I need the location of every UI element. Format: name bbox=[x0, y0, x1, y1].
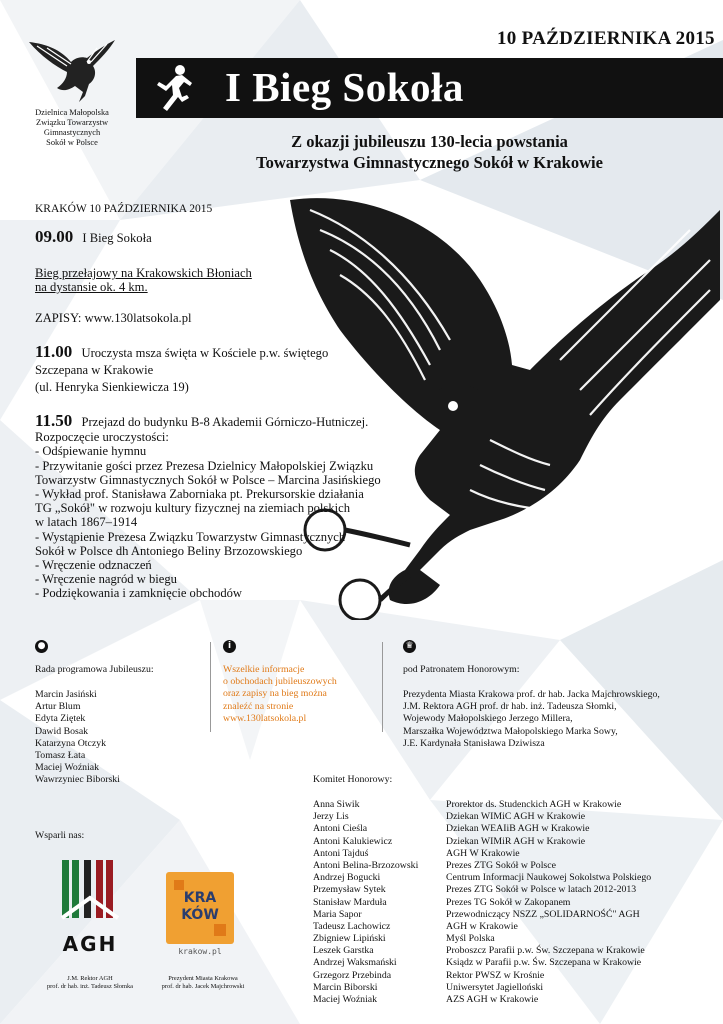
subtitle-line: Z okazji jubileuszu 130-lecia powstania bbox=[291, 132, 568, 151]
komitet-member-name: Stanisław Marduła bbox=[313, 896, 387, 908]
event-3-line: - Wystąpienie Prezesa Związku Towarzystw Gimnastycznych bbox=[35, 529, 346, 544]
event-3-line: Towarzystw Gimnastycznych Sokół w Polsce – Marcina Jasińskiego bbox=[35, 472, 381, 487]
event-date-header: 10 PAŹDZIERNIKA 2015 bbox=[497, 28, 715, 49]
list-item: Tomasz Łata bbox=[35, 749, 86, 761]
komitet-member-name: Anna Siwik bbox=[313, 799, 360, 810]
komitet-member-name: Tadeusz Lachowicz bbox=[313, 920, 391, 932]
patronat-list bbox=[403, 689, 660, 750]
patronat-heading: pod Patronatem Honorowym: bbox=[403, 664, 520, 675]
komitet-member-name: Leszek Garstka bbox=[313, 945, 374, 957]
komitet-member-name: Antoni Cieśla bbox=[313, 823, 368, 835]
komitet-member-role: Myśl Polska bbox=[446, 933, 495, 945]
event-3-line: - Wręczenie nagród w biegu bbox=[35, 572, 177, 587]
subtitle-line: Towarzystwa Gimnastycznego Sokół w Krakowie bbox=[256, 153, 603, 172]
komitet-member-name: Jerzy Lis bbox=[313, 811, 349, 823]
krakow-url: krakow.pl bbox=[178, 947, 222, 956]
event-3-line: - Wykład prof. Stanisława Zaborniaka pt. Prekursorskie działania bbox=[35, 487, 364, 502]
krakow-logo-text bbox=[166, 890, 234, 924]
krakow-logo-text-bottom: KÓW bbox=[181, 907, 219, 923]
event-title: I Bieg Sokoła bbox=[225, 64, 464, 110]
komitet-member-name: Antoni Tajduś bbox=[313, 847, 369, 859]
komitet-member-role: Prorektor ds. Studenckich AGH w Krakowie bbox=[446, 799, 622, 810]
event-2-line: Uroczysta msza święta w Kościele p.w. świętego bbox=[81, 346, 329, 360]
caption-line: J.M. Rektor AGH bbox=[67, 975, 113, 982]
komitet-member-role: Przewodniczący NSZZ „SOLIDARNOŚĆ" AGH bbox=[446, 908, 640, 920]
org-line: Związku Towarzystw bbox=[35, 118, 109, 127]
event-2-time: 11.00 bbox=[35, 342, 73, 361]
list-item: J.E. Kardynała Stanisława Dziwisza bbox=[403, 737, 545, 749]
komitet-member-role: Dziekan WEAIiB AGH w Krakowie bbox=[446, 823, 590, 835]
komitet-member-name: Maria Sapor bbox=[313, 908, 362, 920]
komitet-roles bbox=[446, 799, 722, 1006]
event-2-line: (ul. Henryka Sienkiewicza 19) bbox=[35, 380, 189, 395]
info-line: oraz zapisy na bieg można bbox=[223, 688, 327, 700]
komitet-member-role: Rektor PWSZ w Krośnie bbox=[446, 969, 545, 981]
komitet-member-name: Zbigniew Lipiński bbox=[313, 933, 386, 945]
list-item: Prezydenta Miasta Krakowa prof. dr hab. Jacka Majchrowskiego, bbox=[403, 689, 660, 700]
list-item: Maciej Woźniak bbox=[35, 762, 100, 774]
caption-line: Prezydent Miasta Krakowa bbox=[168, 975, 238, 982]
komitet-member-name: Andrzej Waksmański bbox=[313, 957, 397, 969]
place-date: KRAKÓW 10 PAŹDZIERNIKA 2015 bbox=[35, 203, 213, 215]
krakow-logo-text-top: KRA bbox=[183, 890, 217, 906]
list-item: Dawid Bosak bbox=[35, 725, 89, 737]
event-3-line: Sokół w Polsce dh Antoniego Beliny Brzozowskiego bbox=[35, 543, 303, 558]
komitet-member-role: Dziekan WIMiC AGH w Krakowie bbox=[446, 811, 586, 823]
komitet-member-name: Przemysław Sytek bbox=[313, 884, 386, 896]
list-item: Artur Blum bbox=[35, 701, 81, 713]
agh-logo-text: AGH bbox=[62, 932, 118, 956]
column-divider bbox=[382, 642, 383, 732]
runner-icon bbox=[151, 64, 197, 112]
komitet-member-name: Andrzej Bogucki bbox=[313, 872, 381, 884]
org-line: Dzielnica Małopolska bbox=[35, 108, 109, 117]
komitet-member-role: Prezes TG Sokół w Zakopanem bbox=[446, 896, 571, 908]
event-2 bbox=[35, 342, 329, 395]
sokol-eagle-logo-icon bbox=[27, 36, 117, 108]
info-line: Wszelkie informacje bbox=[223, 664, 305, 675]
komitet-member-name: Grzegorz Przebinda bbox=[313, 969, 392, 981]
komitet-member-name: Antoni Belina-Brzozowski bbox=[313, 859, 419, 871]
crown-icon: ♛ bbox=[403, 640, 416, 653]
komitet-member-role: AGH W Krakowie bbox=[446, 847, 520, 859]
event-3-line: - Podziękowania i zamknięcie obchodów bbox=[35, 586, 243, 601]
list-item: Wawrzyniec Biborski bbox=[35, 774, 120, 786]
krakow-caption bbox=[148, 975, 258, 990]
event-1-details bbox=[35, 266, 252, 294]
info-line: o obchodach jubileuszowych bbox=[223, 676, 337, 688]
caption-line: prof. dr hab. inż. Tadeusz Słomka bbox=[46, 982, 134, 990]
person-icon: ● bbox=[35, 640, 48, 653]
event-3-line: w latach 1867–1914 bbox=[35, 515, 138, 530]
event-3-line: - Przywitanie gości przez Prezesa Dzielnicy Małopolskiej Związku bbox=[35, 458, 374, 473]
list-item: J.M. Rektora AGH prof. dr hab. inż. Tadeusza Słomki, bbox=[403, 701, 617, 713]
komitet-member-role: AGH w Krakowie bbox=[446, 920, 518, 932]
event-3-line: - Wręczenie odznaczeń bbox=[35, 558, 152, 573]
column-divider bbox=[210, 642, 211, 732]
agh-caption bbox=[35, 975, 145, 990]
event-subtitle bbox=[136, 131, 723, 173]
event-1 bbox=[35, 227, 152, 246]
event-3-first-line: Przejazd do budynku B-8 Akademii Górniczo-Hutniczej. bbox=[81, 415, 369, 429]
org-line: Sokół w Polsce bbox=[46, 138, 98, 147]
komitet-member-name: Maciej Woźniak bbox=[313, 994, 378, 1005]
komitet-member-role: Prezes ZTG Sokół w Polsce bbox=[446, 859, 556, 871]
event-1-time: 09.00 bbox=[35, 227, 74, 246]
info-line: znaleźć na stronie bbox=[223, 700, 294, 712]
event-1-detail-line: na dystansie ok. 4 km. bbox=[35, 280, 148, 295]
info-link[interactable]: www.130latsokola.pl bbox=[223, 712, 307, 724]
event-3-line: - Odśpiewanie hymnu bbox=[35, 444, 147, 459]
info-icon: i bbox=[223, 640, 236, 653]
list-item: Marszałka Województwa Małopolskiego Marka Sowy, bbox=[403, 725, 618, 737]
komitet-member-role: Ksiądz w Parafii p.w. Św. Szczepana w Krakowie bbox=[446, 957, 642, 969]
rada-list bbox=[35, 689, 120, 787]
event-3-line: Rozpoczęcie uroczystości: bbox=[35, 430, 169, 445]
info-text bbox=[223, 664, 337, 725]
event-3-line: TG „Sokół" w rozwoju kultury fizycznej na ziemiach polskich bbox=[35, 501, 350, 516]
caption-line: prof. dr hab. Jacek Majchrowski bbox=[161, 982, 245, 990]
komitet-names bbox=[313, 799, 445, 1006]
komitet-member-name: Marcin Biborski bbox=[313, 981, 378, 993]
komitet-member-role: Dziekan WIMiR AGH w Krakowie bbox=[446, 835, 586, 847]
komitet-member-role: Uniwersytet Jagielloński bbox=[446, 981, 544, 993]
list-item: Katarzyna Otczyk bbox=[35, 737, 106, 749]
event-1-detail-line: Bieg przełajowy na Krakowskich Błoniach bbox=[35, 266, 252, 280]
event-1-title: I Bieg Sokoła bbox=[82, 231, 152, 245]
event-3 bbox=[35, 411, 381, 601]
list-item: Edyta Ziętek bbox=[35, 713, 86, 725]
komitet-heading: Komitet Honorowy: bbox=[313, 774, 393, 785]
organization-name bbox=[28, 108, 116, 148]
list-item: Marcin Jasiński bbox=[35, 689, 97, 700]
list-item: Wojewody Małopolskiego Jerzego Millera, bbox=[403, 713, 573, 725]
signup-link[interactable]: ZAPISY: www.130latsokola.pl bbox=[35, 311, 192, 325]
event-3-time: 11.50 bbox=[35, 411, 73, 430]
komitet-member-name: Antoni Kalukiewicz bbox=[313, 835, 393, 847]
komitet-member-role: Prezes ZTG Sokół w Polsce w latach 2012-2013 bbox=[446, 884, 637, 896]
komitet-member-role: AZS AGH w Krakowie bbox=[446, 994, 539, 1005]
rada-heading: Rada programowa Jubileuszu: bbox=[35, 664, 154, 675]
org-line: Gimnastycznych bbox=[43, 128, 101, 137]
sponsors-heading: Wsparli nas: bbox=[35, 830, 85, 841]
komitet-member-role: Centrum Informacji Naukowej Sokolstwa Polskiego bbox=[446, 872, 652, 884]
komitet-member-role: Proboszcz Parafii p.w. Św. Szczepana w Krakowie bbox=[446, 945, 645, 957]
event-2-line: Szczepana w Krakowie bbox=[35, 363, 154, 378]
